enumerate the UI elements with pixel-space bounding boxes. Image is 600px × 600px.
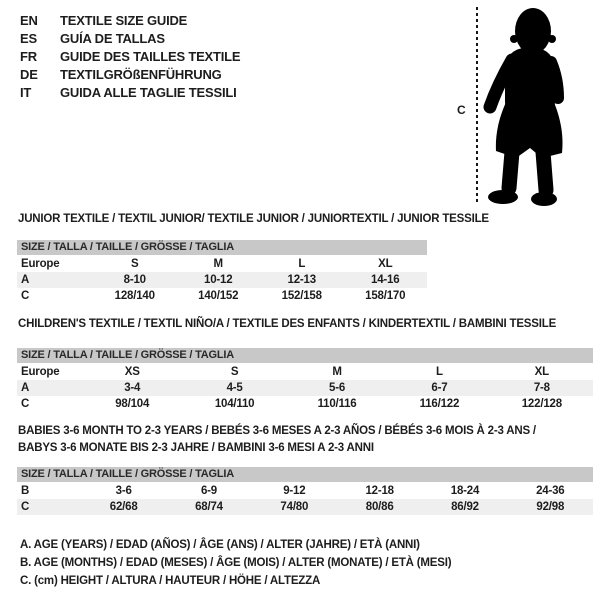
children-size-header-bar: SIZE / TALLA / TAILLE / GRÖSSE / TAGLIA bbox=[17, 348, 593, 363]
table-cell: 8-10 bbox=[123, 274, 146, 286]
babies-title-line2: BABYS 3-6 MONATE BIS 2-3 JAHRE / BAMBINI 3-6 MESI A 2-3 ANNI bbox=[18, 442, 374, 454]
children-table bbox=[17, 348, 593, 412]
table-cell: XL bbox=[378, 258, 393, 270]
measurement-legend bbox=[20, 536, 451, 590]
table-cell: 62/68 bbox=[109, 501, 138, 513]
legend-line-c: C. (cm) HEIGHT / ALTURA / HAUTEUR / HÖHE / ALTEZZA bbox=[20, 575, 321, 587]
row-label: B bbox=[21, 485, 30, 497]
lang-row-de bbox=[20, 65, 240, 83]
table-cell: S bbox=[131, 258, 139, 270]
row-label: C bbox=[21, 290, 30, 302]
table-cell: 104/110 bbox=[214, 398, 255, 410]
figure-height-label: C bbox=[457, 103, 466, 117]
babies-size-header-bar: SIZE / TALLA / TAILLE / GRÖSSE / TAGLIA bbox=[17, 467, 593, 482]
toddler-silhouette bbox=[482, 5, 597, 212]
table-cell: 140/152 bbox=[198, 290, 239, 302]
table-cell: L bbox=[436, 366, 443, 378]
table-cell: 128/140 bbox=[114, 290, 155, 302]
row-label: C bbox=[21, 501, 30, 513]
table-cell: 116/122 bbox=[419, 398, 460, 410]
lang-label-de: TEXTILGRÖßENFÜHRUNG bbox=[60, 66, 222, 82]
table-cell: 86/92 bbox=[451, 501, 479, 513]
lang-row-es bbox=[20, 29, 240, 47]
junior-table-title: JUNIOR TEXTILE / TEXTIL JUNIOR/ TEXTILE JUNIOR / JUNIORTEXTIL / JUNIOR TESSILE bbox=[18, 213, 489, 225]
table-cell: M bbox=[332, 366, 342, 378]
table-cell: 5-6 bbox=[329, 382, 346, 394]
table-cell: 68/74 bbox=[195, 501, 223, 513]
language-title-list bbox=[20, 11, 240, 101]
table-cell: 110/116 bbox=[317, 398, 357, 410]
junior-size-header-bar: SIZE / TALLA / TAILLE / GRÖSSE / TAGLIA bbox=[17, 240, 427, 255]
row-label: C bbox=[21, 398, 30, 410]
lang-label-it: GUIDA ALLE TAGLIE TESSILI bbox=[60, 84, 237, 100]
table-cell: 98/104 bbox=[115, 398, 150, 410]
table-cell: M bbox=[213, 258, 223, 270]
toddler-silhouette-shapes bbox=[488, 8, 563, 206]
lang-row-en bbox=[20, 11, 240, 29]
lang-code-es: ES bbox=[20, 30, 37, 46]
table-row bbox=[17, 256, 427, 272]
table-cell: 3-4 bbox=[124, 382, 141, 394]
babies-table bbox=[17, 467, 593, 515]
row-label: A bbox=[21, 274, 30, 286]
children-table-title: CHILDREN'S TEXTILE / TEXTIL NIÑO/A / TEXTILE DES ENFANTS / KINDERTEXTIL / BAMBINI TESSILE bbox=[18, 318, 557, 330]
table-cell: XS bbox=[124, 366, 140, 378]
table-cell: 9-12 bbox=[283, 485, 306, 497]
table-row bbox=[17, 272, 427, 288]
table-cell: 3-6 bbox=[115, 485, 132, 497]
lang-code-de: DE bbox=[20, 66, 38, 82]
babies-title-line1: BABIES 3-6 MONTH TO 2-3 YEARS / BEBÉS 3-6 MESES A 2-3 AÑOS / BÉBÉS 3-6 MOIS À 2-3 ANS / bbox=[18, 425, 536, 437]
table-cell: S bbox=[230, 366, 239, 378]
table-row bbox=[17, 380, 593, 396]
table-cell: 10-12 bbox=[204, 274, 233, 286]
table-cell: 152/158 bbox=[281, 290, 322, 302]
table-cell: 24-36 bbox=[536, 485, 565, 497]
table-cell: 6-9 bbox=[200, 485, 217, 497]
table-cell: 18-24 bbox=[450, 485, 480, 497]
height-measure-dashed-line bbox=[476, 7, 478, 205]
table-cell: 12-13 bbox=[287, 274, 316, 286]
table-row bbox=[17, 364, 593, 380]
babies-table-title bbox=[18, 423, 536, 457]
table-row bbox=[17, 288, 427, 304]
lang-code-it: IT bbox=[20, 84, 32, 100]
table-cell: L bbox=[298, 258, 306, 270]
table-cell: 122/128 bbox=[521, 398, 562, 410]
table-cell: 92/98 bbox=[536, 501, 565, 513]
lang-code-fr: FR bbox=[20, 48, 37, 64]
table-cell: 4-5 bbox=[226, 382, 243, 394]
junior-table bbox=[17, 240, 427, 304]
legend-line-a: A. AGE (YEARS) / EDAD (AÑOS) / ÂGE (ANS) / ALTER (JAHRE) / ETÀ (ANNI) bbox=[20, 539, 420, 551]
table-cell: 12-18 bbox=[365, 485, 394, 497]
lang-label-fr: GUIDE DES TAILLES TEXTILE bbox=[60, 48, 241, 64]
row-label: A bbox=[21, 382, 30, 394]
table-cell: 158/170 bbox=[365, 290, 406, 302]
lang-label-en: TEXTILE SIZE GUIDE bbox=[60, 12, 188, 28]
table-cell: 80/86 bbox=[365, 501, 394, 513]
row-label: Europe bbox=[21, 366, 60, 378]
table-cell: 7-8 bbox=[533, 382, 550, 394]
table-row bbox=[17, 483, 593, 499]
lang-code-en: EN bbox=[20, 12, 38, 28]
lang-row-fr bbox=[20, 47, 240, 65]
table-row bbox=[17, 499, 593, 515]
table-cell: 74/80 bbox=[280, 501, 309, 513]
lang-label-es: GUÍA DE TALLAS bbox=[60, 30, 165, 46]
table-cell: XL bbox=[534, 366, 549, 378]
table-cell: 6-7 bbox=[431, 382, 448, 394]
lang-row-it bbox=[20, 83, 240, 101]
table-cell: 14-16 bbox=[371, 274, 400, 286]
row-label: Europe bbox=[21, 258, 60, 270]
table-row bbox=[17, 396, 593, 412]
legend-line-b: B. AGE (MONTHS) / EDAD (MESES) / ÂGE (MOIS) / ALTER (MONATE) / ETÀ (MESI) bbox=[20, 557, 452, 569]
